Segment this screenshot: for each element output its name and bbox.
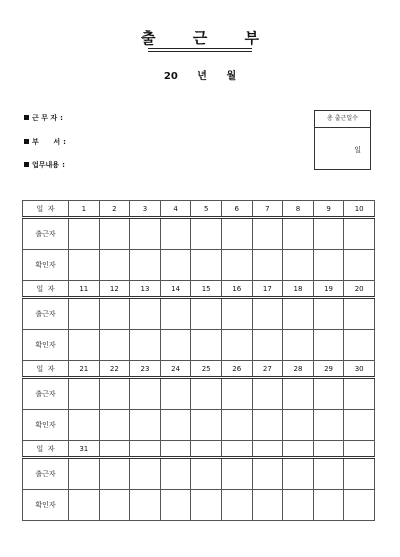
sign-cell[interactable] xyxy=(191,218,222,250)
sign-cell[interactable] xyxy=(313,490,344,521)
sign-cell[interactable] xyxy=(344,410,375,441)
sign-cell[interactable] xyxy=(313,250,344,281)
sign-cell[interactable] xyxy=(191,298,222,330)
sign-cell[interactable] xyxy=(221,298,252,330)
sign-cell[interactable] xyxy=(69,458,100,490)
day-number-cell xyxy=(160,441,191,458)
sign-cell[interactable] xyxy=(99,378,130,410)
attendee-row xyxy=(23,458,375,490)
day-number-cell: 5 xyxy=(191,201,222,218)
attendee-label: 출근자 xyxy=(23,378,69,410)
sign-cell[interactable] xyxy=(99,330,130,361)
day-number-cell: 4 xyxy=(160,201,191,218)
sign-cell[interactable] xyxy=(283,330,314,361)
day-number-cell: 6 xyxy=(221,201,252,218)
attendee-label: 출근자 xyxy=(23,218,69,250)
sign-cell[interactable] xyxy=(130,298,161,330)
confirmer-row xyxy=(23,490,375,521)
sign-cell[interactable] xyxy=(191,250,222,281)
sign-cell[interactable] xyxy=(191,458,222,490)
attendee-row xyxy=(23,218,375,250)
day-number-cell: 31 xyxy=(69,441,100,458)
sign-cell[interactable] xyxy=(130,378,161,410)
sign-cell[interactable] xyxy=(221,378,252,410)
date-row xyxy=(23,281,375,298)
sign-cell[interactable] xyxy=(283,490,314,521)
confirmer-label: 확인자 xyxy=(23,410,69,441)
attendance-table xyxy=(22,200,375,521)
sign-cell[interactable] xyxy=(252,330,283,361)
sign-cell[interactable] xyxy=(344,250,375,281)
confirmer-label: 확인자 xyxy=(23,490,69,521)
sign-cell[interactable] xyxy=(344,330,375,361)
date-header-cell: 일 자 xyxy=(23,441,69,458)
day-number-cell: 16 xyxy=(221,281,252,298)
sign-cell[interactable] xyxy=(283,378,314,410)
date-header-cell: 일 자 xyxy=(23,281,69,298)
day-number-cell: 26 xyxy=(221,361,252,378)
sign-cell[interactable] xyxy=(313,218,344,250)
date-line xyxy=(0,67,400,82)
confirmer-row xyxy=(23,410,375,441)
day-number-cell: 2 xyxy=(99,201,130,218)
day-number-cell: 13 xyxy=(130,281,161,298)
month-unit: 월 xyxy=(226,71,237,82)
day-number-cell: 23 xyxy=(130,361,161,378)
year-unit: 년 xyxy=(197,71,207,82)
sign-cell[interactable] xyxy=(69,218,100,250)
day-number-cell: 21 xyxy=(69,361,100,378)
day-number-cell: 8 xyxy=(283,201,314,218)
sign-cell[interactable] xyxy=(252,298,283,330)
attendee-row xyxy=(23,298,375,330)
sign-cell[interactable] xyxy=(130,458,161,490)
sign-cell[interactable] xyxy=(283,458,314,490)
sign-cell[interactable] xyxy=(130,330,161,361)
worker-field xyxy=(24,113,63,123)
sign-cell[interactable] xyxy=(160,298,191,330)
confirmer-row xyxy=(23,250,375,281)
day-number-cell: 7 xyxy=(252,201,283,218)
sign-cell[interactable] xyxy=(252,218,283,250)
day-number-cell: 12 xyxy=(99,281,130,298)
day-number-cell: 1 xyxy=(69,201,100,218)
sign-cell[interactable] xyxy=(69,298,100,330)
sign-cell[interactable] xyxy=(69,490,100,521)
colon: : xyxy=(62,161,65,169)
square-bullet-icon xyxy=(24,139,29,144)
sign-cell[interactable] xyxy=(252,250,283,281)
sign-cell[interactable] xyxy=(99,218,130,250)
sign-cell[interactable] xyxy=(252,490,283,521)
day-number-cell xyxy=(252,441,283,458)
sign-cell[interactable] xyxy=(221,218,252,250)
sign-cell[interactable] xyxy=(344,218,375,250)
day-number-cell: 25 xyxy=(191,361,222,378)
date-row xyxy=(23,201,375,218)
sign-cell[interactable] xyxy=(191,330,222,361)
date-header-cell: 일 자 xyxy=(23,361,69,378)
duty-label: 업무내용 xyxy=(32,161,60,169)
sign-cell[interactable] xyxy=(252,410,283,441)
sign-cell[interactable] xyxy=(160,458,191,490)
sign-cell[interactable] xyxy=(313,458,344,490)
day-number-cell xyxy=(283,441,314,458)
day-number-cell: 19 xyxy=(313,281,344,298)
day-number-cell: 27 xyxy=(252,361,283,378)
dept-field xyxy=(24,137,66,147)
sign-cell[interactable] xyxy=(160,250,191,281)
sign-cell[interactable] xyxy=(160,378,191,410)
day-number-cell: 24 xyxy=(160,361,191,378)
total-workdays-unit: 일 xyxy=(354,146,361,154)
year-value: 20 xyxy=(163,71,178,82)
sign-cell[interactable] xyxy=(99,410,130,441)
sign-cell[interactable] xyxy=(69,250,100,281)
day-number-cell: 28 xyxy=(283,361,314,378)
day-number-cell: 11 xyxy=(69,281,100,298)
sign-cell[interactable] xyxy=(283,250,314,281)
sign-cell[interactable] xyxy=(160,490,191,521)
sign-cell[interactable] xyxy=(283,410,314,441)
sign-cell[interactable] xyxy=(221,330,252,361)
sign-cell[interactable] xyxy=(69,410,100,441)
sign-cell[interactable] xyxy=(130,490,161,521)
sign-cell[interactable] xyxy=(99,490,130,521)
sign-cell[interactable] xyxy=(221,410,252,441)
date-row xyxy=(23,441,375,458)
day-number-cell xyxy=(130,441,161,458)
sign-cell[interactable] xyxy=(344,490,375,521)
sign-cell[interactable] xyxy=(191,378,222,410)
sign-cell[interactable] xyxy=(130,250,161,281)
day-number-cell: 17 xyxy=(252,281,283,298)
dept-label: 부 서 xyxy=(32,138,61,146)
colon: : xyxy=(60,114,63,122)
title-underline xyxy=(148,48,252,49)
worker-label: 근 무 자 xyxy=(32,114,58,122)
day-number-cell: 22 xyxy=(99,361,130,378)
day-number-cell: 3 xyxy=(130,201,161,218)
confirmer-label: 확인자 xyxy=(23,250,69,281)
sign-cell[interactable] xyxy=(160,330,191,361)
day-number-cell xyxy=(344,441,375,458)
sign-cell[interactable] xyxy=(130,218,161,250)
day-number-cell xyxy=(191,441,222,458)
day-number-cell xyxy=(313,441,344,458)
square-bullet-icon xyxy=(24,162,29,167)
day-number-cell: 29 xyxy=(313,361,344,378)
sign-cell[interactable] xyxy=(160,218,191,250)
sign-cell[interactable] xyxy=(313,298,344,330)
total-workdays-box xyxy=(314,110,371,170)
sign-cell[interactable] xyxy=(130,410,161,441)
sign-cell[interactable] xyxy=(221,250,252,281)
attendee-row xyxy=(23,378,375,410)
day-number-cell xyxy=(221,441,252,458)
page-title: 출 근 부 xyxy=(141,29,275,47)
sign-cell[interactable] xyxy=(344,298,375,330)
sign-cell[interactable] xyxy=(313,410,344,441)
day-number-cell: 15 xyxy=(191,281,222,298)
sign-cell[interactable] xyxy=(252,458,283,490)
sign-cell[interactable] xyxy=(99,458,130,490)
day-number-cell: 14 xyxy=(160,281,191,298)
day-number-cell: 18 xyxy=(283,281,314,298)
sign-cell[interactable] xyxy=(69,378,100,410)
sign-cell[interactable] xyxy=(221,458,252,490)
colon: : xyxy=(63,138,66,146)
attendee-label: 출근자 xyxy=(23,458,69,490)
duty-field xyxy=(24,160,65,170)
confirmer-label: 확인자 xyxy=(23,330,69,361)
day-number-cell: 10 xyxy=(344,201,375,218)
sign-cell[interactable] xyxy=(313,378,344,410)
sign-cell[interactable] xyxy=(344,458,375,490)
sign-cell[interactable] xyxy=(221,490,252,521)
attendee-label: 출근자 xyxy=(23,298,69,330)
title-underline-second xyxy=(148,51,252,52)
sign-cell[interactable] xyxy=(313,330,344,361)
sign-cell[interactable] xyxy=(99,298,130,330)
sign-cell[interactable] xyxy=(283,218,314,250)
sign-cell[interactable] xyxy=(160,410,191,441)
date-row xyxy=(23,361,375,378)
day-number-cell xyxy=(99,441,130,458)
day-number-cell: 9 xyxy=(313,201,344,218)
total-workdays-header: 총 출근일수 xyxy=(315,111,370,128)
sign-cell[interactable] xyxy=(252,378,283,410)
square-bullet-icon xyxy=(24,115,29,120)
sign-cell[interactable] xyxy=(344,378,375,410)
sign-cell[interactable] xyxy=(191,410,222,441)
day-number-cell: 30 xyxy=(344,361,375,378)
confirmer-row xyxy=(23,330,375,361)
sign-cell[interactable] xyxy=(283,298,314,330)
date-header-cell: 일 자 xyxy=(23,201,69,218)
sign-cell[interactable] xyxy=(99,250,130,281)
day-number-cell: 20 xyxy=(344,281,375,298)
sign-cell[interactable] xyxy=(69,330,100,361)
sign-cell[interactable] xyxy=(191,490,222,521)
